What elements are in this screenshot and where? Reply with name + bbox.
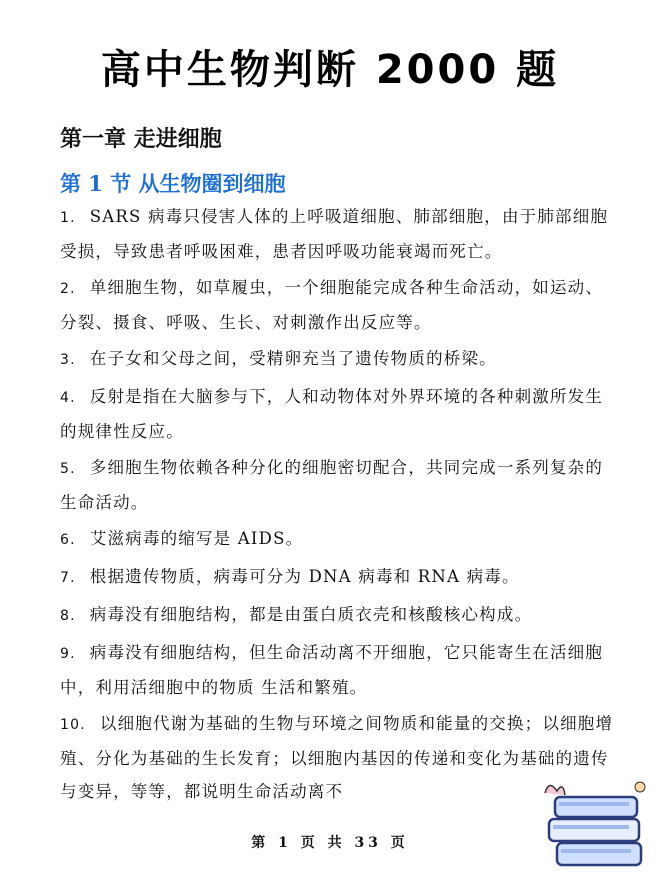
item-text: 艾滋病毒的缩写是 AIDS。 xyxy=(89,529,304,548)
section-heading: 第 1 节 从生物圈到细胞 xyxy=(60,171,286,196)
list-item xyxy=(60,636,620,704)
item-text: 单细胞生物，如草履虫，一个细胞能完成各种生命活动，如运动、分裂、摄食、呼吸、生长、对刺激作出反应等。 xyxy=(60,278,604,332)
list-item xyxy=(60,200,620,268)
item-text: 根据遗传物质，病毒可分为 DNA 病毒和 RNA 病毒。 xyxy=(89,567,520,586)
list-item xyxy=(60,342,620,377)
item-number: 2. xyxy=(60,281,76,297)
page-title: 高中生物判断 2000 题 xyxy=(100,47,560,93)
item-text: 在子女和父母之间，受精卵充当了遗传物质的桥梁。 xyxy=(89,349,497,368)
item-number: 7. xyxy=(60,570,76,586)
item-number: 8. xyxy=(60,608,76,624)
list-item xyxy=(60,271,620,339)
item-number: 3. xyxy=(60,352,76,368)
page-footer: 第 1 页 共 33 页 xyxy=(251,835,409,851)
item-number: 1. xyxy=(60,210,76,226)
item-text: 病毒没有细胞结构，都是由蛋白质衣壳和核酸核心构成。 xyxy=(89,605,533,624)
question-list xyxy=(60,200,620,811)
list-item xyxy=(60,598,620,633)
list-item xyxy=(60,522,620,557)
books-sticker-icon xyxy=(535,775,655,875)
list-item xyxy=(60,560,620,595)
item-number: 10. xyxy=(60,717,86,733)
item-text: 以细胞代谢为基础的生物与环境之间物质和能量的交换；以细胞增殖、分化为基础的生长发育；以细胞内基因的传递和变化为基础的遗传与变异，等等，都说明生命活动离不 xyxy=(60,714,614,801)
list-item xyxy=(60,380,620,448)
list-item xyxy=(60,451,620,519)
item-text: 反射是指在大脑参与下，人和动物体对外界环境的各种刺激所发生的规律性反应。 xyxy=(60,387,604,441)
chapter-heading: 第一章 走进细胞 xyxy=(60,126,222,152)
item-text: 病毒没有细胞结构，但生命活动离不开细胞，它只能寄生在活细胞中，利用活细胞中的物质 生活和繁殖。 xyxy=(60,643,604,697)
item-number: 6. xyxy=(60,532,76,548)
item-number: 5. xyxy=(60,461,76,477)
item-text: SARS 病毒只侵害人体的上呼吸道细胞、肺部细胞，由于肺部细胞受损，导致患者呼吸困难，患者因呼吸功能衰竭而死亡。 xyxy=(60,207,609,261)
item-number: 4. xyxy=(60,390,76,406)
item-text: 多细胞生物依赖各种分化的细胞密切配合，共同完成一系列复杂的生命活动。 xyxy=(60,458,604,512)
item-number: 9. xyxy=(60,646,76,662)
